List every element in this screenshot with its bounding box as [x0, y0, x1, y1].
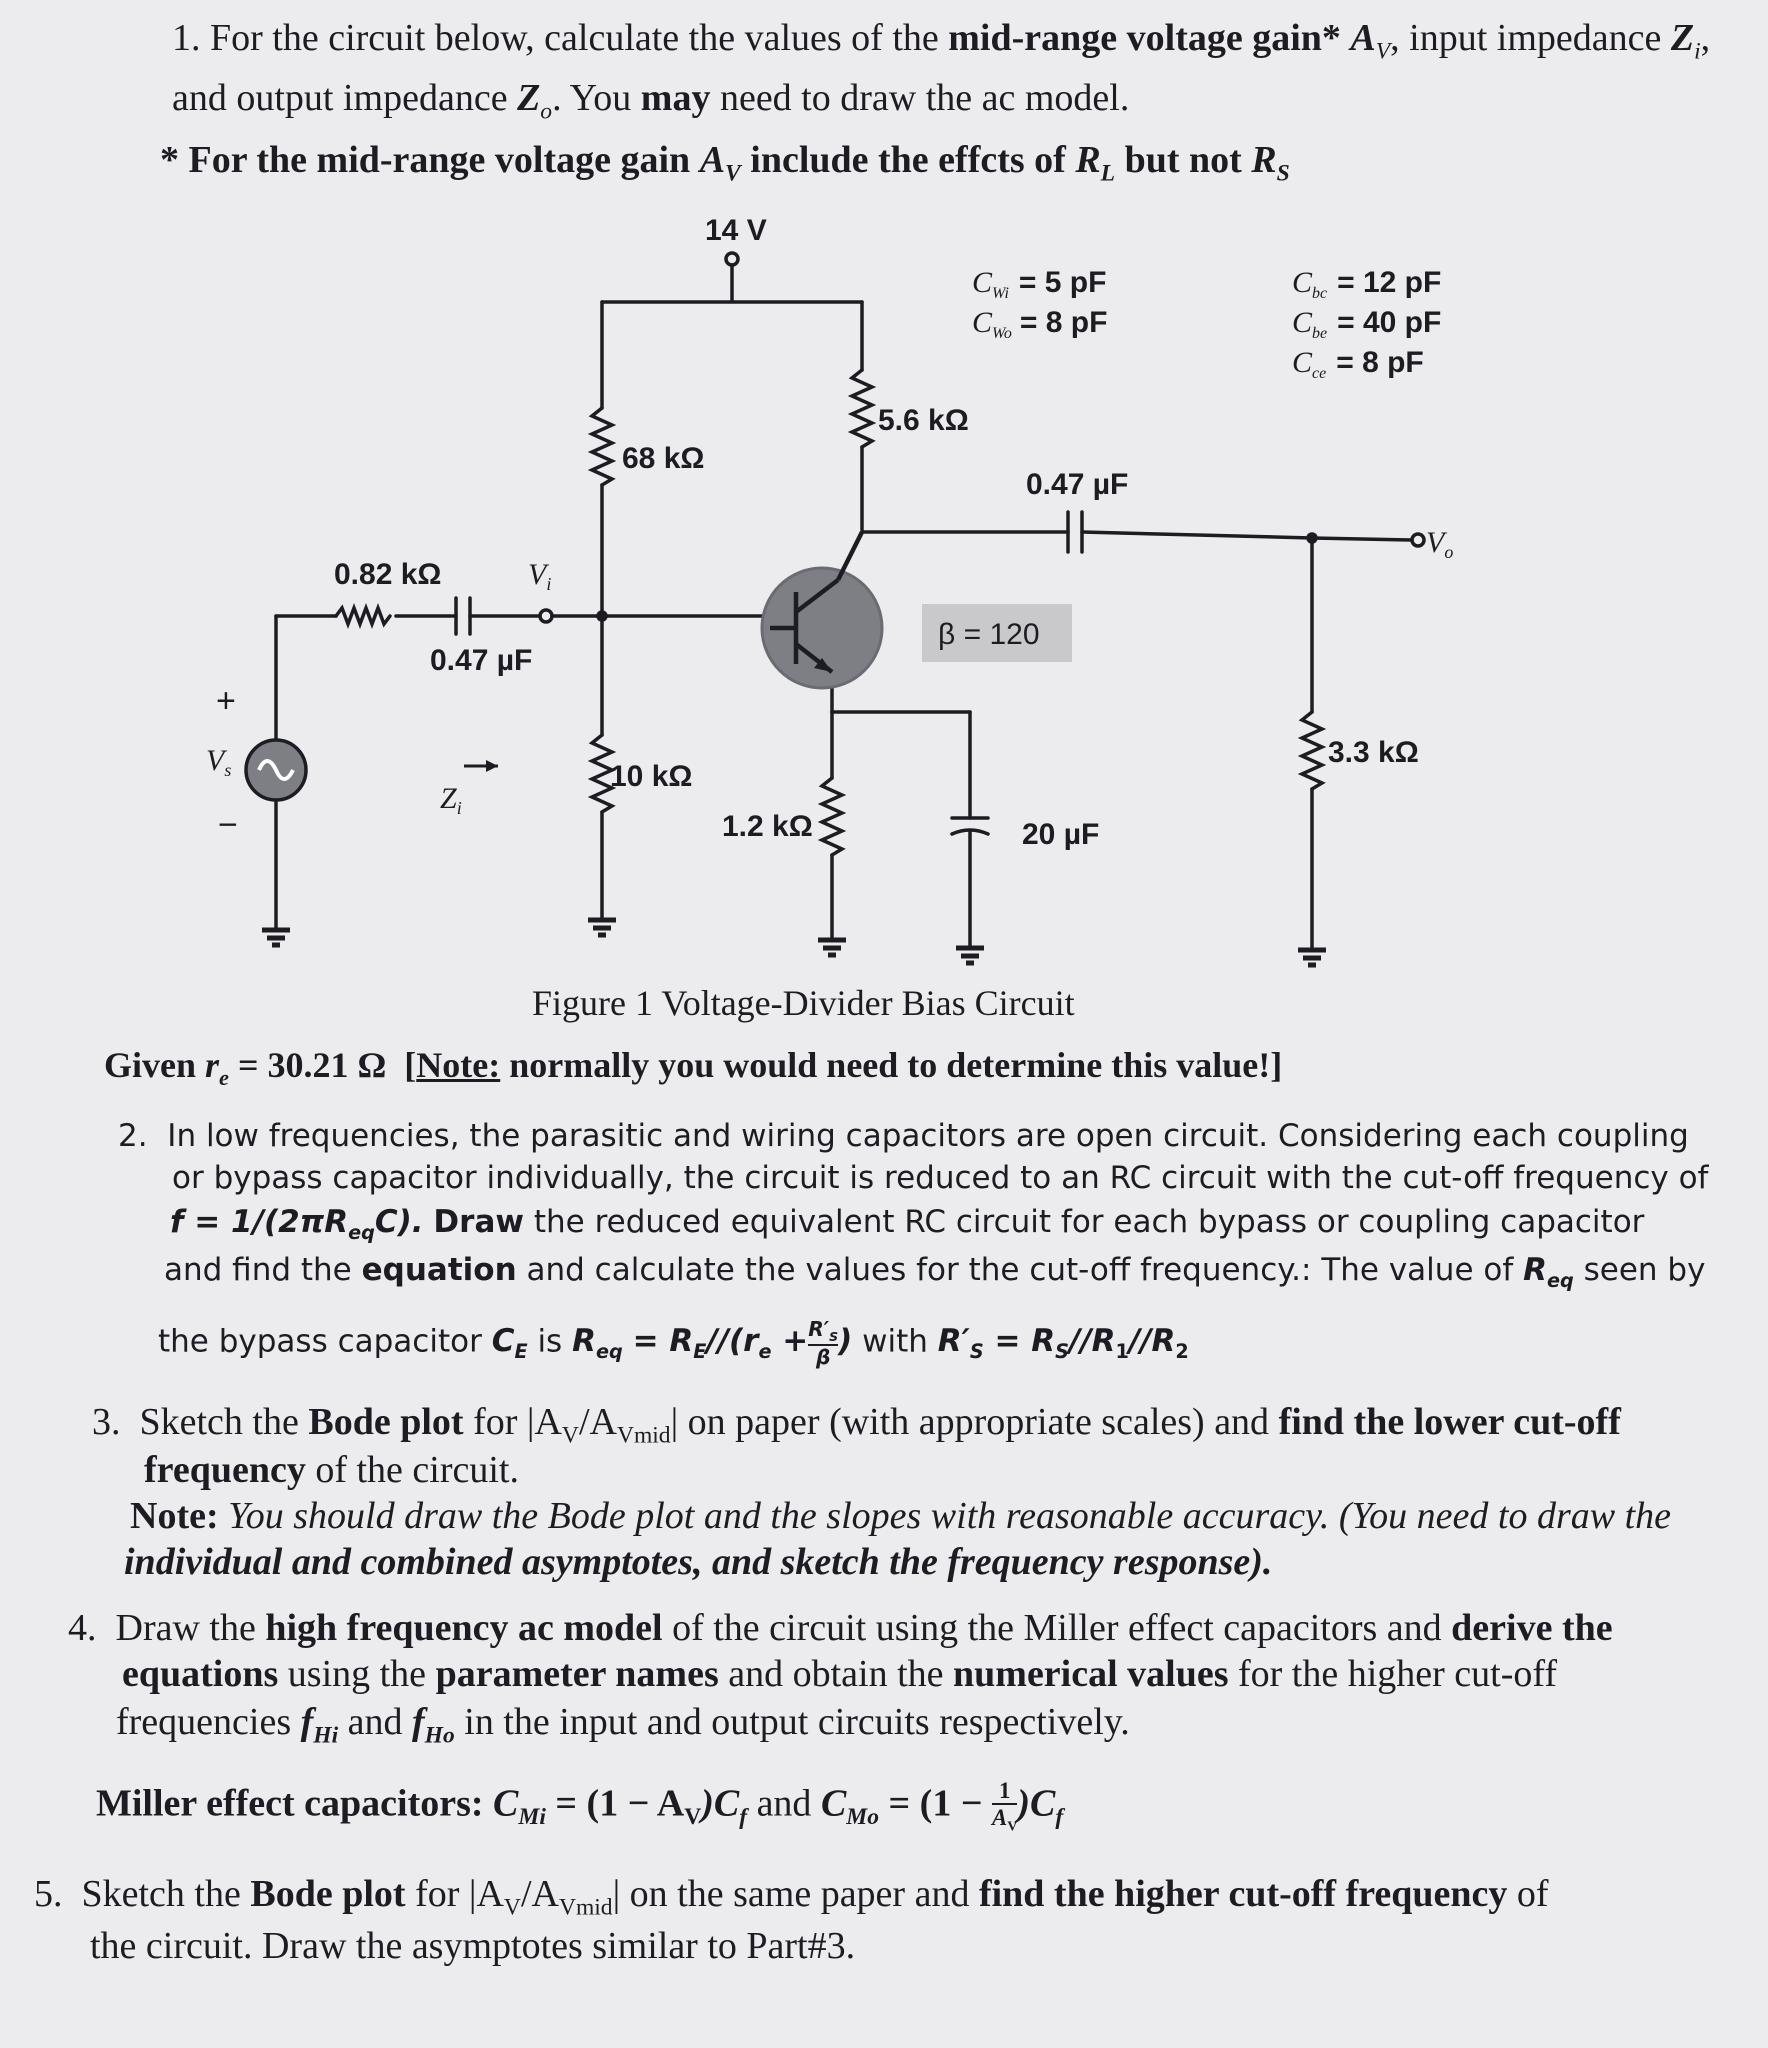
zi-arrow-icon [486, 760, 498, 772]
problem-2-line-3: $f = 1/(2\pi R_{eq}C)$. Draw the reduced equivalent RC circuit for each bypass or coupling capacitor [170, 1204, 1645, 1245]
problem-5-line-2: the circuit. Draw the asymptotes similar to Part#3. [90, 1925, 856, 1967]
minus-sign: − [218, 806, 238, 844]
cout-label: 0.47 µF [1026, 468, 1129, 501]
r1-label: 68 kΩ [622, 442, 705, 475]
problem-1-line-2: and output impedance $Z_o$. You may need to draw the ac model. [172, 77, 1130, 125]
problem-1-number: 1. [172, 17, 201, 59]
problem-1-note: * For the mid-range voltage gain $A_V$ include the effcts of $R_L$ but not $R_S$ [160, 139, 1290, 187]
supply-label: 14 V [705, 214, 767, 247]
vi-label: $V_i$ [528, 558, 552, 594]
problem-3-line-2: frequency of the circuit. [144, 1449, 519, 1491]
rs-label: 0.82 kΩ [334, 558, 442, 591]
rs-resistor [336, 608, 390, 624]
problem-2-line-4: and find the equation and calculate the values for the cut-off frequency.: The value of $R_{eq}$ seen by [164, 1252, 1706, 1293]
problem-3-note-1: Note: You should draw the Bode plot and the slopes with reasonable accuracy. (You need to draw the [130, 1495, 1672, 1537]
rc-label: 5.6 kΩ [878, 404, 969, 437]
beta-label: β = 120 [938, 618, 1040, 651]
ground-symbols [262, 920, 1326, 965]
problem-4-line-3: frequencies $f_{Hi}$ and $f_{Ho}$ in the input and output circuits respectively. [116, 1701, 1130, 1749]
problem-3-note-2: individual and combined asymptotes, and sketch the frequency response). [124, 1541, 1273, 1583]
rl-resistor [1302, 712, 1322, 789]
ce-label: 20 µF [1022, 818, 1100, 851]
vo-label: $V_o$ [1426, 526, 1454, 562]
problem-5-line-1: 5. Sketch the Bode plot for $|A_V/A_{Vmid}|$ on the same paper and find the higher cut-off frequency of [34, 1873, 1549, 1921]
r2-label: 10 kΩ [610, 760, 693, 793]
vs-label: $V_s$ [206, 744, 232, 780]
rc-resistor [852, 370, 872, 447]
given-line: Given $r_e = 30.21$ Ω [Note: normally you would need to determine this value!] [104, 1045, 1283, 1091]
problem-2-line-1: 2. In low frequencies, the parasitic and wiring capacitors are open circuit. Considering each coupling [118, 1118, 1689, 1154]
rl-label: 3.3 kΩ [1328, 736, 1419, 769]
cw-in-label: $C_{Wi} = 5$ pF [972, 266, 1107, 302]
miller-line: Miller effect capacitors: $C_{Mi} = (1 - A_V)C_f$ and $C_{Mo} = (1$ − $\frac{1}{A_V}$ )$C_f$ [96, 1778, 1064, 1835]
cw-out-label: $C_{Wo} = 8$ pF [972, 306, 1108, 342]
zi-label: $Z_i$ [440, 782, 462, 818]
plus-sign: + [216, 682, 236, 720]
cbc-label: $C_{bc} = 12$ pF [1292, 266, 1442, 302]
cbe-label: $C_{be} = 40$ pF [1292, 306, 1442, 342]
figure-caption: Figure 1 Voltage-Divider Bias Circuit [532, 983, 1075, 1023]
cin-label: 0.47 µF [430, 644, 533, 677]
problem-4-line-1: 4. Draw the high frequency ac model of the circuit using the Miller effect capacitors and derive the [68, 1607, 1613, 1649]
re-resistor [822, 778, 842, 855]
supply-terminal [726, 253, 738, 265]
re-label: 1.2 kΩ [722, 810, 813, 843]
problem-1-line-1: 1. For the circuit below, calculate the values of the mid-range voltage gain* $A_V$, input impedance $Z_i$, [172, 17, 1711, 65]
problem-4-line-2: equations using the parameter names and obtain the numerical values for the higher cut-off [122, 1653, 1558, 1695]
r1-resistor [592, 408, 612, 485]
problem-2-line-2: or bypass capacitor individually, the circuit is reduced to an RC circuit with the cut-off frequency of [172, 1160, 1709, 1196]
problem-2-line-5: the bypass capacitor $C_E$ is $R_{eq} = R_E//(r_e$ + $\frac{R'_S}{\beta}$ ) with $R'_S = R_S//R_1//R_2$ [158, 1317, 1189, 1369]
r2-resistor [592, 735, 612, 812]
problem-3-line-1: 3. Sketch the Bode plot for $|A_V/A_{Vmid}|$ on paper (with appropriate scales) and find the lower cut-off [92, 1401, 1621, 1449]
cce-label: $C_{ce} = 8$ pF [1292, 346, 1424, 382]
